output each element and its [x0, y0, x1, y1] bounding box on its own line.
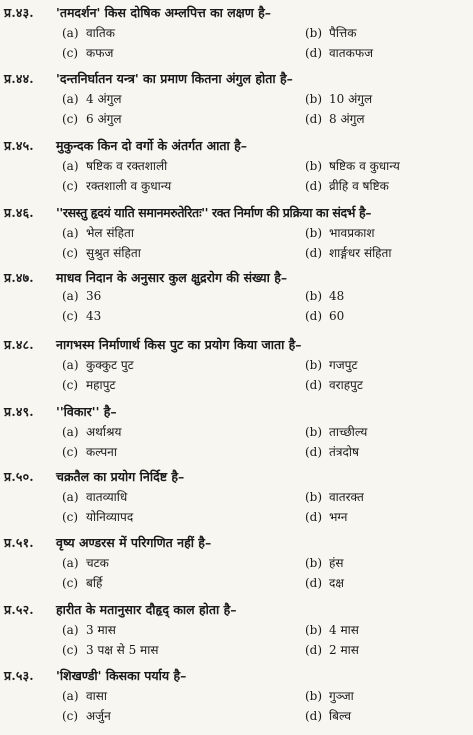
option-text: पैत्तिक — [329, 26, 357, 40]
option-label: (d) — [305, 510, 323, 524]
option-a — [62, 90, 122, 107]
option-text: भावप्रकाश — [329, 226, 375, 240]
option-d — [305, 707, 351, 724]
option-text: 3 मास — [86, 623, 116, 637]
option-label: (c) — [62, 246, 79, 260]
option-text: वराहपुट — [329, 378, 363, 392]
option-d — [305, 376, 363, 393]
question-text: ''रसस्तु हृदयं याति समानमरुतेरितः'' रक्त निर्माण की प्रक्रिया का संदर्भ है– — [56, 205, 372, 220]
option-text: 4 अंगुल — [86, 92, 122, 106]
option-c — [62, 641, 158, 658]
option-c — [62, 508, 133, 525]
option-text: 36 — [86, 289, 102, 303]
question-number: प्र.५३. — [4, 668, 34, 683]
option-text: 3 पक्ष से 5 मास — [86, 643, 159, 657]
question-number: प्र.५०. — [4, 469, 34, 484]
option-c — [62, 443, 117, 460]
option-text: अर्थाश्रय — [86, 425, 122, 439]
option-text: वातरक्त — [329, 490, 364, 504]
question-number: प्र.५२. — [4, 602, 34, 617]
option-text: वातकफज — [329, 46, 373, 60]
question-text: 'दन्तनिर्घातन यन्त्र' का प्रमाण कितना अंगुल होता है– — [56, 71, 293, 86]
option-c — [62, 707, 111, 724]
option-label: (c) — [62, 709, 79, 723]
option-text: हंस — [329, 556, 344, 570]
question-text: 'तमदर्शन' किस दोषिक अम्लपित्त का लक्षण है– — [56, 5, 271, 20]
option-d — [305, 110, 365, 127]
question-text: हारीत के मतानुसार दौहृद् काल होता है– — [56, 602, 237, 617]
option-b — [305, 24, 356, 41]
option-b — [305, 488, 364, 505]
option-label: (b) — [305, 226, 323, 240]
option-text: दक्ष — [329, 576, 344, 590]
option-text: महापुट — [86, 378, 116, 392]
question-number: प्र.४४. — [4, 71, 34, 86]
option-text: रक्तशाली व कुधान्य — [86, 179, 172, 193]
option-label: (b) — [305, 358, 323, 372]
option-d — [305, 244, 392, 261]
question-text: माधव निदान के अनुसार कुल क्षुद्ररोग की संख्या है– — [56, 270, 288, 285]
question-number: प्र.४३. — [4, 5, 34, 20]
option-text: कल्पना — [86, 445, 117, 459]
option-label: (a) — [62, 26, 79, 40]
option-text: 6 अंगुल — [86, 112, 122, 126]
option-c — [62, 110, 122, 127]
option-label: (c) — [62, 576, 79, 590]
question-number: प्र.४९. — [4, 404, 34, 419]
option-text: योनिव्यापद — [86, 510, 134, 524]
option-label: (d) — [305, 643, 323, 657]
option-a — [62, 24, 115, 41]
option-label: (d) — [305, 576, 323, 590]
question-number: प्र.४७. — [4, 270, 34, 285]
question-number: प्र.४८. — [4, 337, 34, 352]
option-a — [62, 554, 109, 571]
option-a — [62, 356, 134, 373]
option-a — [62, 687, 107, 704]
option-b — [305, 157, 400, 174]
option-a — [62, 488, 127, 505]
option-text: 10 अंगुल — [329, 92, 373, 106]
option-label: (a) — [62, 425, 79, 439]
option-d — [305, 309, 344, 323]
option-text: 48 — [329, 289, 345, 303]
option-label: (b) — [305, 92, 323, 106]
option-label: (d) — [305, 378, 323, 392]
option-text: चटक — [86, 556, 109, 570]
option-label: (c) — [62, 112, 79, 126]
option-label: (c) — [62, 510, 79, 524]
question-text: चक्रतैल का प्रयोग निर्दिष्ट है– — [56, 469, 185, 484]
option-text: कुक्कुट पुट — [86, 358, 134, 372]
option-text: अर्जुन — [86, 709, 111, 723]
option-text: शार्ङ्गधर संहिता — [329, 246, 392, 260]
option-text: 60 — [329, 309, 345, 323]
option-label: (a) — [62, 92, 79, 106]
option-text: 4 मास — [329, 623, 359, 637]
option-label: (d) — [305, 309, 323, 323]
option-label: (a) — [62, 556, 79, 570]
option-label: (a) — [62, 689, 79, 703]
option-label: (d) — [305, 246, 323, 260]
option-c — [62, 309, 101, 323]
option-label: (a) — [62, 490, 79, 504]
option-a — [62, 224, 134, 241]
option-label: (c) — [62, 309, 79, 323]
option-b — [305, 90, 372, 107]
option-a — [62, 423, 121, 440]
question-text: ''विकार'' है– — [56, 404, 117, 419]
option-d — [305, 443, 359, 460]
option-label: (d) — [305, 445, 323, 459]
option-b — [305, 289, 344, 303]
option-label: (b) — [305, 159, 323, 173]
question-text: मुकुन्दक किन दो वर्गो के अंतर्गत आता है– — [56, 138, 247, 153]
option-text: भग्न — [329, 510, 348, 524]
option-text: वातिक — [86, 26, 115, 40]
option-text: 43 — [86, 309, 102, 323]
option-label: (d) — [305, 709, 323, 723]
option-label: (b) — [305, 490, 323, 504]
option-label: (b) — [305, 689, 323, 703]
option-text: वासा — [86, 689, 108, 703]
option-d — [305, 641, 359, 658]
option-label: (b) — [305, 425, 323, 439]
option-text: वातव्याधि — [86, 490, 128, 504]
option-label: (a) — [62, 623, 79, 637]
option-label: (c) — [62, 445, 79, 459]
question-text: नागभस्म निर्माणार्थ किस पुट का प्रयोग किया जाता है– — [56, 337, 302, 352]
option-label: (b) — [305, 289, 323, 303]
option-a — [62, 289, 101, 303]
option-label: (a) — [62, 226, 79, 240]
option-label: (c) — [62, 378, 79, 392]
option-d — [305, 177, 389, 194]
option-c — [62, 177, 171, 194]
option-a — [62, 621, 116, 638]
question-text: 'शिखण्डी' किसका पर्याय है– — [56, 668, 187, 683]
option-text: कफज — [86, 46, 114, 60]
option-text: 2 मास — [329, 643, 359, 657]
option-c — [62, 376, 116, 393]
option-b — [305, 621, 359, 638]
option-text: गजपुट — [329, 358, 358, 372]
question-text: वृष्य अण्डरस में परिगणित नहीं है– — [56, 535, 212, 550]
option-label: (b) — [305, 26, 323, 40]
option-label: (d) — [305, 46, 323, 60]
option-a — [62, 157, 167, 174]
option-text: षष्टिक व कुधान्य — [329, 159, 400, 173]
option-text: बर्हि — [86, 576, 103, 590]
option-label: (b) — [305, 556, 323, 570]
option-d — [305, 574, 344, 591]
option-text: षष्टिक व रक्तशाली — [86, 159, 168, 173]
option-b — [305, 356, 358, 373]
option-c — [62, 574, 102, 591]
option-label: (a) — [62, 358, 79, 372]
option-text: तंत्रदोष — [329, 445, 359, 459]
option-text: व्रीहि व षष्टिक — [329, 179, 389, 193]
option-b — [305, 687, 354, 704]
option-text: सुश्रुत संहिता — [86, 246, 141, 260]
option-label: (c) — [62, 179, 79, 193]
option-c — [62, 44, 113, 61]
option-label: (d) — [305, 179, 323, 193]
option-label: (a) — [62, 159, 79, 173]
option-text: गुञ्जा — [329, 689, 354, 703]
option-label: (a) — [62, 289, 79, 303]
option-c — [62, 244, 141, 261]
option-text: 8 अंगुल — [329, 112, 365, 126]
option-label: (b) — [305, 623, 323, 637]
question-number: प्र.४५. — [4, 138, 34, 153]
option-d — [305, 44, 373, 61]
option-label: (c) — [62, 46, 79, 60]
option-label: (d) — [305, 112, 323, 126]
option-b — [305, 224, 375, 241]
question-number: प्र.५१. — [4, 535, 34, 550]
question-number: प्र.४६. — [4, 205, 34, 220]
option-text: भेल संहिता — [86, 226, 134, 240]
option-text: ताच्छील्य — [329, 425, 368, 439]
option-b — [305, 554, 343, 571]
option-b — [305, 423, 367, 440]
option-d — [305, 508, 347, 525]
option-text: बिल्व — [329, 709, 352, 723]
option-label: (c) — [62, 643, 79, 657]
